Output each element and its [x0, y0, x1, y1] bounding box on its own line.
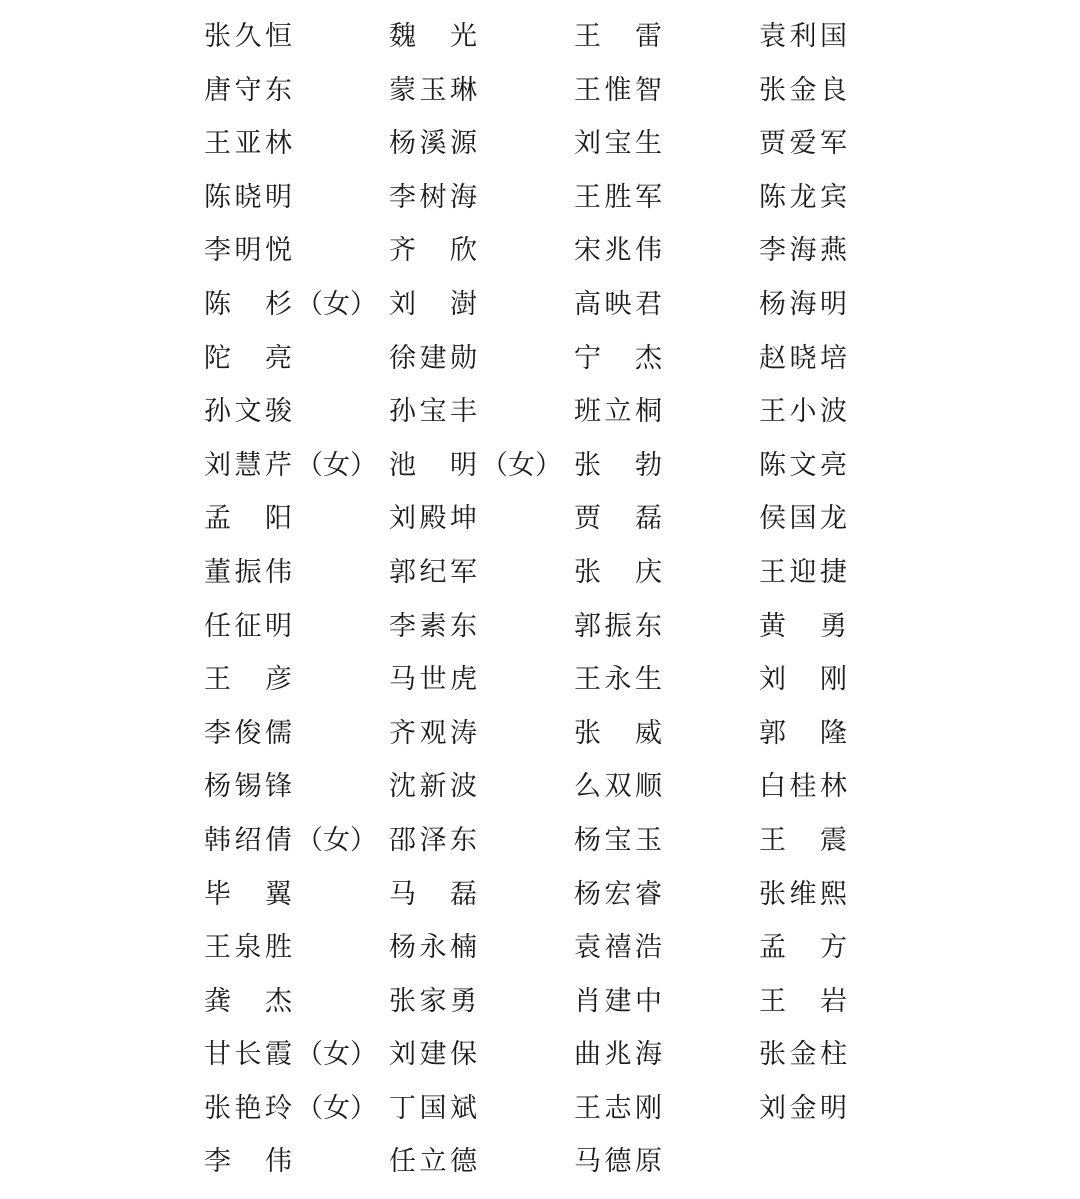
person-name: 孙文骏 [204, 396, 292, 428]
name-entry [204, 1082, 377, 1136]
person-name: 杨溪源 [389, 128, 477, 160]
name-entry [389, 385, 477, 439]
name-entry [574, 117, 662, 171]
person-name: 池明 [389, 449, 477, 481]
name-entry [389, 10, 477, 64]
gender-note: （女） [296, 824, 377, 856]
name-row [204, 653, 884, 707]
name-entry [574, 332, 662, 386]
gender-note: （女） [296, 288, 377, 320]
name-entry [389, 171, 477, 225]
name-entry [759, 117, 847, 171]
person-name: 任征明 [204, 610, 292, 642]
person-name: 陈龙宾 [759, 181, 847, 213]
person-name: 张威 [574, 717, 662, 749]
person-name: 李明悦 [204, 235, 292, 267]
name-entry [759, 332, 847, 386]
person-name: 贾磊 [574, 503, 662, 535]
name-entry [204, 332, 292, 386]
person-name: 王岩 [759, 985, 847, 1017]
name-entry [204, 492, 292, 546]
name-row [204, 278, 884, 332]
person-name: 张艳玲 [204, 1092, 292, 1124]
person-name: 齐欣 [389, 235, 477, 267]
person-name: 王志刚 [574, 1092, 662, 1124]
person-name: 杨永楠 [389, 932, 477, 964]
name-entry [759, 975, 847, 1029]
name-entry [389, 492, 477, 546]
name-row [204, 385, 884, 439]
person-name: 袁利国 [759, 21, 847, 52]
name-entry [574, 171, 662, 225]
name-entry [204, 64, 292, 118]
name-entry [574, 546, 662, 600]
person-name: 王惟智 [574, 74, 662, 106]
name-row [204, 171, 884, 225]
person-name: 齐观涛 [389, 717, 477, 749]
person-name: 陈杉 [204, 288, 292, 320]
name-entry [574, 707, 662, 761]
person-name: 陈晓明 [204, 181, 292, 213]
person-name: 赵晓培 [759, 342, 847, 374]
person-name: 徐建勋 [389, 342, 477, 374]
name-list [204, 10, 884, 1189]
name-entry [204, 653, 292, 707]
person-name: 邵泽东 [389, 824, 477, 856]
person-name: 马磊 [389, 878, 477, 910]
person-name: 甘长霞 [204, 1039, 292, 1071]
person-name: 刘慧芹 [204, 449, 292, 481]
name-entry [389, 117, 477, 171]
person-name: 郭隆 [759, 717, 847, 749]
person-name: 孙宝丰 [389, 396, 477, 428]
person-name: 孟阳 [204, 503, 292, 535]
name-row [204, 492, 884, 546]
name-entry [759, 921, 847, 975]
name-row [204, 760, 884, 814]
name-entry [759, 278, 847, 332]
name-entry [759, 1082, 847, 1136]
person-name: 沈新波 [389, 771, 477, 803]
person-name: 王迎捷 [759, 556, 847, 588]
name-entry [759, 224, 847, 278]
name-row [204, 1082, 884, 1136]
name-entry [574, 278, 662, 332]
person-name: 任立德 [389, 1146, 477, 1178]
name-entry [204, 439, 377, 493]
name-entry [759, 760, 847, 814]
name-entry [389, 1082, 477, 1136]
name-entry [389, 439, 562, 493]
person-name: 马德原 [574, 1146, 662, 1178]
person-name: 孟方 [759, 932, 847, 964]
person-name: 龚杰 [204, 985, 292, 1017]
name-row [204, 64, 884, 118]
person-name: 张维熙 [759, 878, 847, 910]
person-name: 李伟 [204, 1146, 292, 1178]
name-entry [759, 653, 847, 707]
person-name: 黄勇 [759, 610, 847, 642]
person-name: 张庆 [574, 556, 662, 588]
person-name: 王胜军 [574, 181, 662, 213]
person-name: 李海燕 [759, 235, 847, 267]
person-name: 刘宝生 [574, 128, 662, 160]
name-entry [574, 224, 662, 278]
person-name: 曲兆海 [574, 1039, 662, 1071]
name-row [204, 921, 884, 975]
person-name: 丁国斌 [389, 1092, 477, 1124]
name-row [204, 600, 884, 654]
person-name: 马世虎 [389, 664, 477, 696]
name-entry [759, 10, 847, 64]
name-entry [759, 171, 847, 225]
name-entry [204, 117, 292, 171]
name-entry [759, 600, 847, 654]
name-entry [389, 278, 477, 332]
name-row [204, 814, 884, 868]
person-name: 贾爱军 [759, 128, 847, 160]
name-entry [389, 1028, 477, 1082]
name-entry [759, 439, 847, 493]
name-entry [574, 814, 662, 868]
person-name: 李素东 [389, 610, 477, 642]
person-name: 白桂林 [759, 771, 847, 803]
name-row [204, 707, 884, 761]
name-entry [389, 332, 477, 386]
name-row [204, 439, 884, 493]
name-row [204, 1135, 884, 1189]
name-entry [759, 814, 847, 868]
person-name: 张家勇 [389, 985, 477, 1017]
person-name: 宋兆伟 [574, 235, 662, 267]
person-name: 张金柱 [759, 1039, 847, 1071]
person-name: 宁杰 [574, 342, 662, 374]
name-entry [204, 10, 292, 64]
name-row [204, 117, 884, 171]
name-entry [204, 385, 292, 439]
person-name: 王震 [759, 824, 847, 856]
name-row [204, 332, 884, 386]
name-entry [574, 600, 662, 654]
name-row [204, 224, 884, 278]
name-entry [759, 385, 847, 439]
name-entry [204, 707, 292, 761]
person-name: 杨宝玉 [574, 824, 662, 856]
name-entry [574, 1028, 662, 1082]
person-name: 刘金明 [759, 1092, 847, 1124]
person-name: 李树海 [389, 181, 477, 213]
name-entry [389, 760, 477, 814]
name-entry [204, 760, 292, 814]
person-name: 王小波 [759, 396, 847, 428]
person-name: 张久恒 [204, 21, 292, 52]
name-entry [759, 492, 847, 546]
person-name: 王彦 [204, 664, 292, 696]
name-entry [574, 1135, 662, 1189]
person-name: 张勃 [574, 449, 662, 481]
person-name: 王永生 [574, 664, 662, 696]
person-name: 王泉胜 [204, 932, 292, 964]
person-name: 李俊儒 [204, 717, 292, 749]
person-name: 韩绍倩 [204, 824, 292, 856]
person-name: 郭纪军 [389, 556, 477, 588]
name-entry [204, 546, 292, 600]
name-entry [204, 1135, 292, 1189]
gender-note: （女） [296, 1039, 377, 1071]
name-entry [389, 868, 477, 922]
name-row [204, 546, 884, 600]
name-entry [574, 760, 662, 814]
person-name: 肖建中 [574, 985, 662, 1017]
name-entry [389, 814, 477, 868]
name-entry [389, 921, 477, 975]
name-entry [204, 1028, 377, 1082]
person-name: 杨宏睿 [574, 878, 662, 910]
name-entry [574, 1082, 662, 1136]
name-entry [759, 546, 847, 600]
name-entry [759, 64, 847, 118]
name-entry [574, 439, 662, 493]
name-entry [574, 868, 662, 922]
name-entry [204, 224, 292, 278]
gender-note: （女） [296, 449, 377, 481]
name-row [204, 1028, 884, 1082]
person-name: 刘刚 [759, 664, 847, 696]
name-entry [574, 921, 662, 975]
name-entry [389, 224, 477, 278]
name-entry [389, 64, 477, 118]
person-name: 王雷 [574, 21, 662, 52]
person-name: 蒙玉琳 [389, 74, 477, 106]
person-name: 么双顺 [574, 771, 662, 803]
person-name: 袁禧浩 [574, 932, 662, 964]
person-name: 王亚林 [204, 128, 292, 160]
person-name: 陈文亮 [759, 449, 847, 481]
person-name: 张金良 [759, 74, 847, 106]
person-name: 杨锡锋 [204, 771, 292, 803]
gender-note: （女） [481, 449, 562, 481]
name-entry [204, 921, 292, 975]
name-entry [574, 385, 662, 439]
name-entry [574, 975, 662, 1029]
name-entry [389, 707, 477, 761]
person-name: 侯国龙 [759, 503, 847, 535]
name-entry [759, 868, 847, 922]
name-entry [204, 814, 377, 868]
person-name: 陀亮 [204, 342, 292, 374]
person-name: 唐守东 [204, 74, 292, 106]
person-name: 董振伟 [204, 556, 292, 588]
name-entry [389, 975, 477, 1029]
person-name: 郭振东 [574, 610, 662, 642]
name-entry [204, 278, 377, 332]
person-name: 高映君 [574, 288, 662, 320]
name-entry [389, 653, 477, 707]
person-name: 刘建保 [389, 1039, 477, 1071]
name-entry [204, 975, 292, 1029]
person-name: 刘澍 [389, 288, 477, 320]
name-row [204, 10, 884, 64]
person-name: 班立桐 [574, 396, 662, 428]
name-entry [574, 492, 662, 546]
name-entry [759, 707, 847, 761]
name-entry [389, 600, 477, 654]
person-name: 毕翼 [204, 878, 292, 910]
name-entry [204, 868, 292, 922]
gender-note: （女） [296, 1092, 377, 1124]
name-entry [389, 546, 477, 600]
name-entry [204, 171, 292, 225]
name-entry [389, 1135, 477, 1189]
name-entry [574, 64, 662, 118]
name-entry [204, 600, 292, 654]
name-entry [574, 653, 662, 707]
name-entry [759, 1028, 847, 1082]
person-name: 魏光 [389, 21, 477, 52]
person-name: 杨海明 [759, 288, 847, 320]
name-row [204, 975, 884, 1029]
name-row [204, 868, 884, 922]
person-name: 刘殿坤 [389, 503, 477, 535]
name-entry [574, 10, 662, 64]
